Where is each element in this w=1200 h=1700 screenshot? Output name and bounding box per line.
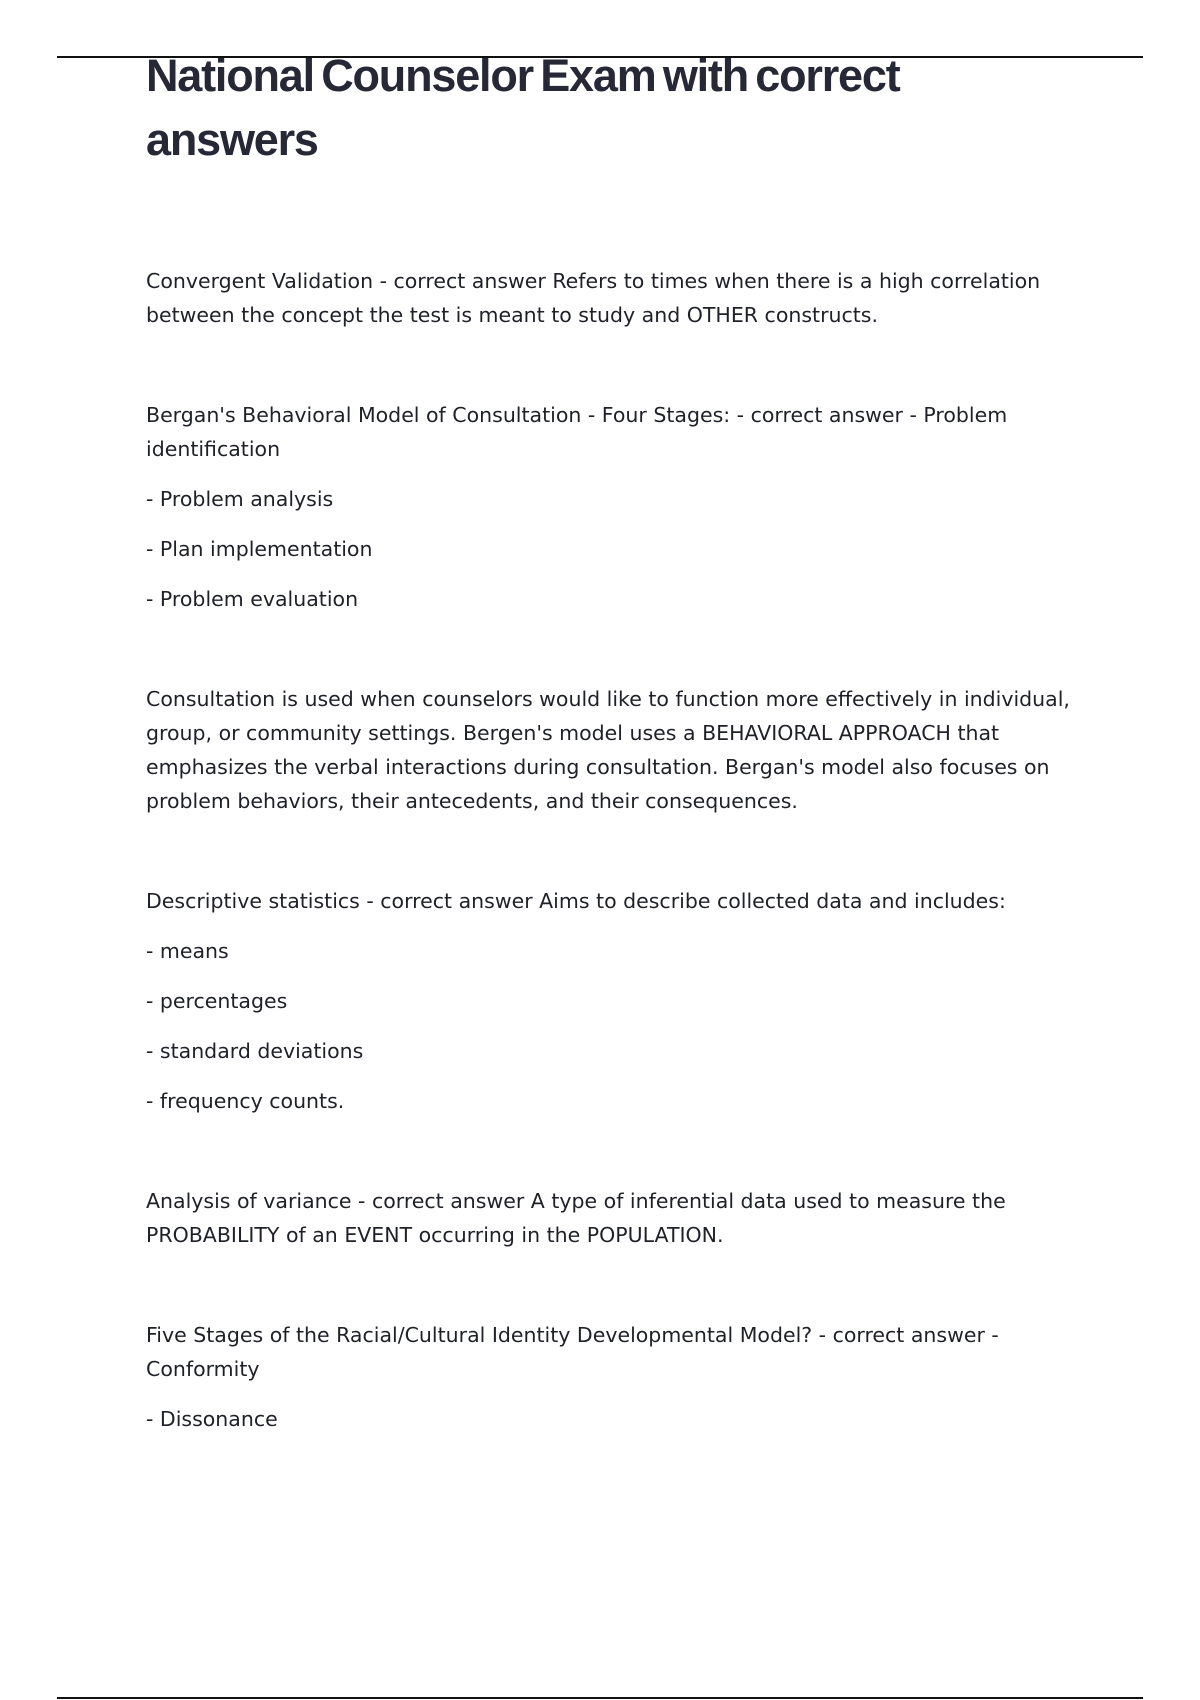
list-item: - percentages bbox=[146, 989, 288, 1013]
qa-entry-consultation bbox=[146, 682, 1076, 818]
qa-entry-convergent-validation bbox=[146, 264, 1076, 332]
list-item: - Plan implementation bbox=[146, 537, 373, 561]
document-body bbox=[146, 44, 1076, 1436]
list-item: - Dissonance bbox=[146, 1407, 278, 1431]
document-title: National Counselor Exam with correct answers bbox=[146, 50, 900, 165]
qa-entry-descriptive-statistics bbox=[146, 884, 1076, 1118]
list-item: - Problem evaluation bbox=[146, 587, 359, 611]
entry-text: Convergent Validation - correct answer Refers to times when there is a high correlation between the concept the test is meant to study and OTHER constructs. bbox=[146, 269, 1041, 327]
entry-text: Consultation is used when counselors would like to function more effectively in individual, group, or community settings. Bergen's model uses a BEHAVIORAL APPROACH that emphasizes the verbal interactions during consultation. Bergan's model also focuses on problem behaviors, their antecedents, and their consequences. bbox=[146, 687, 1070, 813]
qa-entry-bergan-model bbox=[146, 398, 1076, 616]
list-item: - means bbox=[146, 939, 229, 963]
list-item: - standard deviations bbox=[146, 1039, 364, 1063]
qa-entry-racial-cultural-identity bbox=[146, 1318, 1076, 1436]
entry-text: Descriptive statistics - correct answer Aims to describe collected data and includes: bbox=[146, 889, 1006, 913]
qa-entry-analysis-of-variance bbox=[146, 1184, 1076, 1252]
entry-text: Five Stages of the Racial/Cultural Identity Developmental Model? - correct answer - Conformity bbox=[146, 1323, 999, 1381]
entry-text: Bergan's Behavioral Model of Consultation - Four Stages: - correct answer - Problem identification bbox=[146, 403, 1008, 461]
entry-text: Analysis of variance - correct answer A type of inferential data used to measure the PROBABILITY of an EVENT occurring in the POPULATION. bbox=[146, 1189, 1006, 1247]
list-item: - frequency counts. bbox=[146, 1089, 345, 1113]
list-item: - Problem analysis bbox=[146, 487, 334, 511]
footer-rule bbox=[57, 1697, 1143, 1699]
